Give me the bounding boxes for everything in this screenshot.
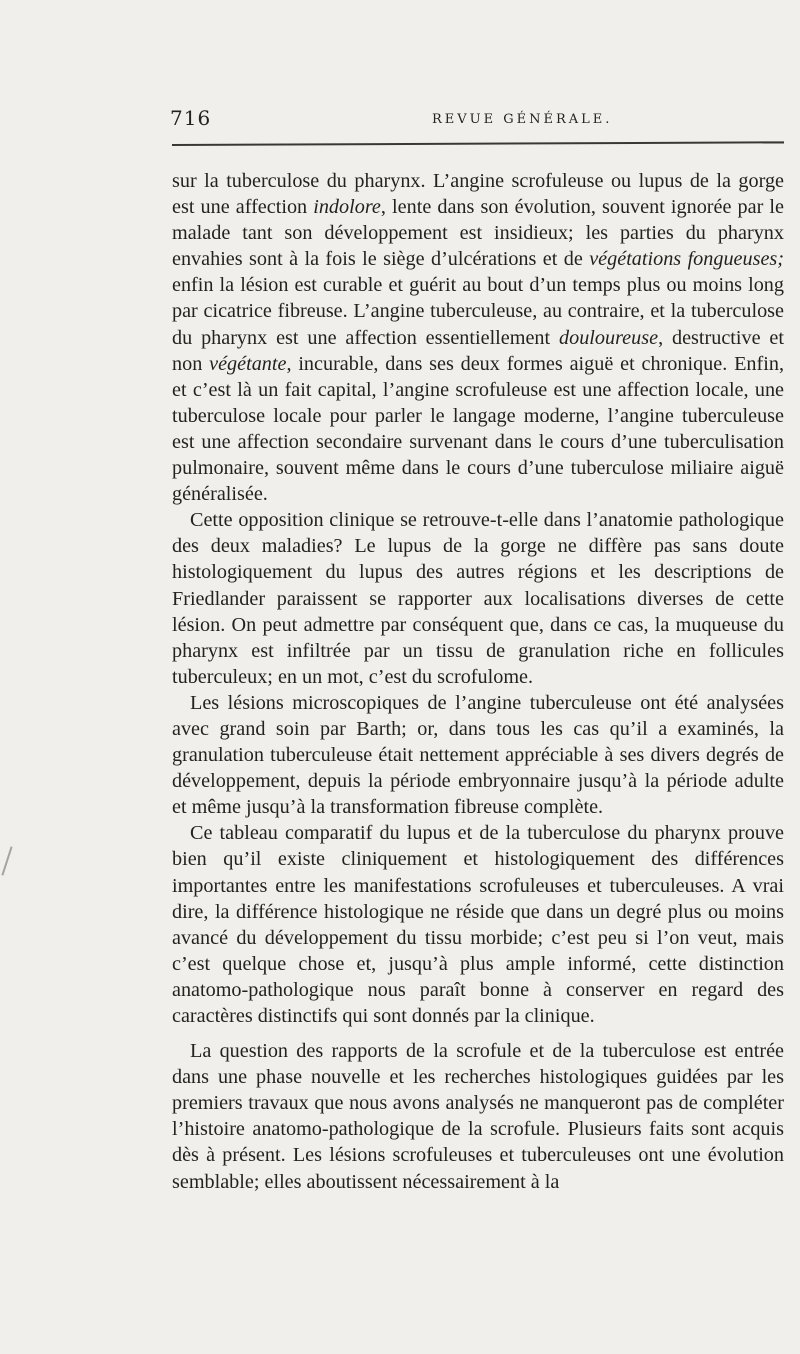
body-text bbox=[172, 168, 784, 1195]
text-run: , destructive et non bbox=[172, 326, 784, 375]
margin-mark bbox=[1, 846, 12, 875]
page-number: 716 bbox=[170, 106, 212, 130]
text-run: , lente dans son évolution, souvent ignorée par le malade tant son développement est insidieux; les parties du pharynx envahies sont à la fois le siège d’ulcérations et de bbox=[172, 196, 784, 271]
text-run: Les lésions microscopiques de l’angine tuberculeuse ont été analysées avec grand soin par Barth; or, dans tous les cas qu’il a examinés, la granulation tuberculeuse était nettement appréciable à ses divers degrés de développement, depuis la période embryonnaire jusqu’à la période adulte et même jusqu’à la transformation fibreuse complète. bbox=[172, 691, 784, 819]
text-run: La question des rapports de la scrofule et de la tuberculose est entrée dans une phase nouvelle et les recherches histologiques guidées par les premiers travaux que nous avons analysés ne manqueront pas de compléter l’histoire anatomo-pathologique de la scrofule. Plusieurs faits sont acquis dès à présent. Les lésions scrofuleuses et tuberculeuses ont une évolution semblable; elles aboutissent nécessairement à la bbox=[172, 1040, 784, 1193]
italic-text: végétante bbox=[209, 352, 287, 375]
text-run: sur la tuberculose du pharynx. L’angine scrofuleuse ou lupus de la gorge est une affection bbox=[172, 170, 784, 219]
text-run: Ce tableau comparatif du lupus et de la tuberculose du pharynx prouve bien qu’il existe cliniquement et histologiquement des différences importantes entre les manifestations scrofuleuses et tuberculeuses. A vrai dire, la différence histologique ne réside que dans un degré plus ou moins avancé du développement du tissu morbide; c’est peu si l’on veut, mais c’est quelque chose et, jusqu’à plus ample informé, cette distinction anatomo-pathologique nous paraît bonne à conserver en regard des caractères distinctifs qui sont donnés par la clinique. bbox=[172, 822, 784, 1027]
paragraph bbox=[172, 1038, 784, 1195]
italic-text: indolore bbox=[313, 196, 381, 219]
header-rule bbox=[172, 141, 784, 146]
paragraph bbox=[172, 690, 784, 820]
text-run: , incurable, dans ses deux formes aiguë et chronique. Enfin, et c’est là un fait capital, l’angine scrofuleuse est une affection locale, une tuberculose locale pour parler le langage moderne, l’angine tuberculeuse est une affection secondaire survenant dans le cours d’une tuberculisation pulmonaire, souvent même dans le cours d’une tuberculose miliaire aiguë généralisée. bbox=[172, 352, 784, 506]
text-run: Cette opposition clinique se retrouve-t-elle dans l’anatomie pathologique des deux maladies? Le lupus de la gorge ne diffère pas sans doute histologiquement du lupus des autres régions et les descriptions de Friedlander paraissent se rapporter aux localisations diverses de cette lésion. On peut admettre par conséquent que, dans ce cas, la muqueuse du pharynx est infiltrée par un tissu de granulation riche en follicules tuberculeux; en un mot, c’est du scrofulome. bbox=[172, 509, 784, 688]
paragraph bbox=[172, 507, 784, 690]
paragraph bbox=[172, 820, 784, 1029]
italic-text: douloureuse bbox=[559, 326, 659, 349]
running-head: REVUE GÉNÉRALE. bbox=[432, 112, 613, 127]
page-header bbox=[170, 106, 782, 136]
text-run: enfin la lésion est curable et guérit au bout d’un temps plus ou moins long par cicatrice fibreuse. L’angine tuberculeuse, au contraire, et la tuberculose du pharynx est une affection essentiellement bbox=[172, 274, 784, 349]
italic-text: végétations fongueuses; bbox=[589, 248, 784, 271]
paragraph bbox=[172, 168, 784, 507]
